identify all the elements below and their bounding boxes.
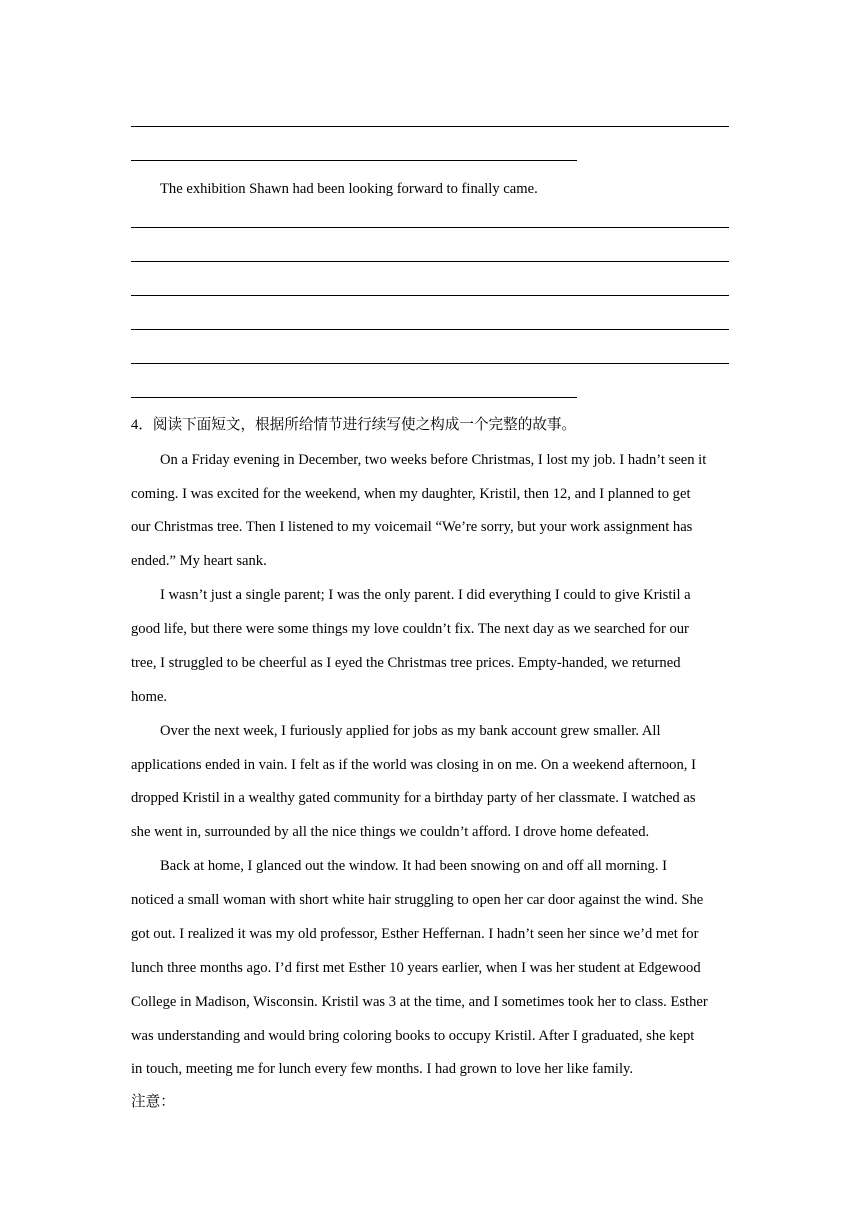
- passage-line: tree, I struggled to be cheerful as I eyed the Christmas tree prices. Empty-handed, we returned: [131, 655, 681, 671]
- passage-line: our Christmas tree. Then I listened to my voicemail “We’re sorry, but your work assignment has: [131, 519, 693, 535]
- passage-line: Back at home, I glanced out the window. It had been snowing on and off all morning. I: [160, 858, 668, 874]
- passage-line: applications ended in vain. I felt as if the world was closing in on me. On a weekend afternoon, I: [131, 757, 696, 773]
- passage-line: she went in, surrounded by all the nice things we couldn’t afford. I drove home defeated.: [131, 824, 650, 840]
- answer-line: [131, 363, 729, 364]
- question-heading: 4．阅读下面短文，根据所给情节进行续写使之构成一个完整的故事。: [131, 417, 577, 433]
- passage-line: dropped Kristil in a wealthy gated community for a birthday party of her classmate. I watched as: [131, 790, 696, 806]
- passage-line: Over the next week, I furiously applied for jobs as my bank account grew smaller. All: [160, 723, 661, 739]
- passage-line: noticed a small woman with short white hair struggling to open her car door against the wind. She: [131, 892, 704, 908]
- prompt-sentence: The exhibition Shawn had been looking forward to finally came.: [160, 181, 538, 197]
- passage-line: got out. I realized it was my old professor, Esther Heffernan. I hadn’t seen her since we’d met for: [131, 926, 699, 942]
- note-label: 注意：: [131, 1094, 175, 1110]
- answer-line: [131, 397, 577, 398]
- passage-line: ended.” My heart sank.: [131, 553, 267, 569]
- answer-line: [131, 295, 729, 296]
- passage-line: coming. I was excited for the weekend, when my daughter, Kristil, then 12, and I planned to get: [131, 486, 691, 502]
- passage-line: in touch, meeting me for lunch every few months. I had grown to love her like family.: [131, 1061, 633, 1077]
- answer-line: [131, 261, 729, 262]
- passage-line: On a Friday evening in December, two weeks before Christmas, I lost my job. I hadn’t seen it: [160, 452, 707, 468]
- passage-line: was understanding and would bring coloring books to occupy Kristil. After I graduated, she kept: [131, 1028, 695, 1044]
- passage-line: good life, but there were some things my love couldn’t fix. The next day as we searched for our: [131, 621, 689, 637]
- answer-line: [131, 160, 577, 161]
- answer-line: [131, 126, 729, 127]
- passage-line: I wasn’t just a single parent; I was the only parent. I did everything I could to give Kristil a: [160, 587, 691, 603]
- passage-line: lunch three months ago. I’d first met Esther 10 years earlier, when I was her student at Edgewood: [131, 960, 701, 976]
- passage-line: home.: [131, 689, 168, 705]
- passage-line: College in Madison, Wisconsin. Kristil was 3 at the time, and I sometimes took her to class. Esther: [131, 994, 708, 1010]
- answer-line: [131, 227, 729, 228]
- answer-line: [131, 329, 729, 330]
